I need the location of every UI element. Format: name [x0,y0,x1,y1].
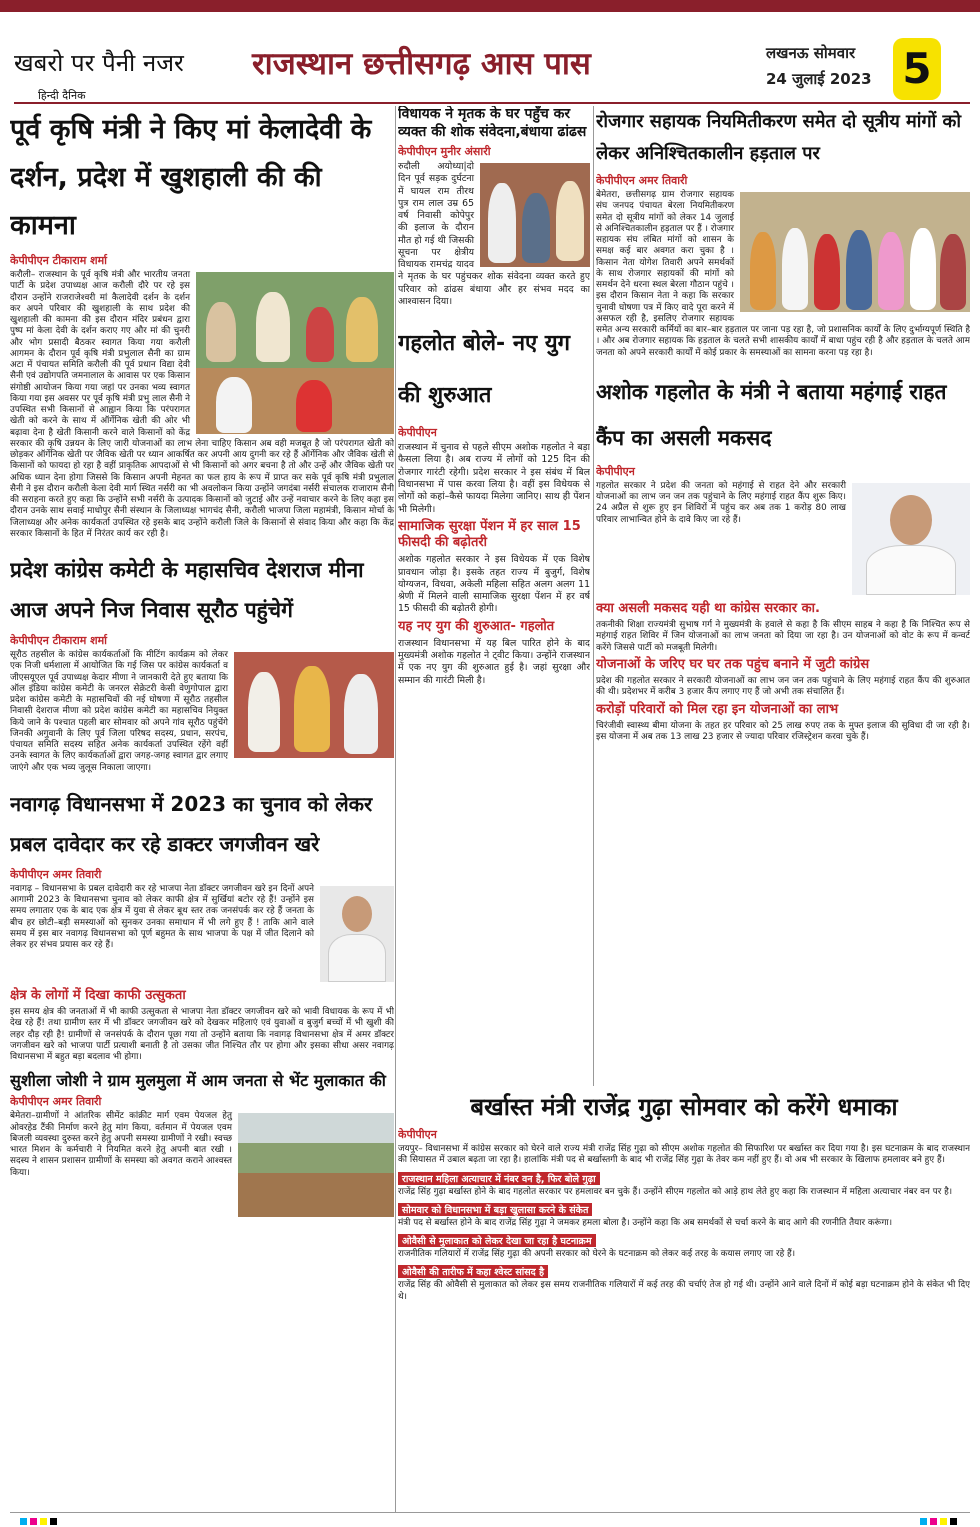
news-photo [480,163,590,267]
article-body: तकनीकी शिक्षा राज्यमंत्री सुभाष गर्ग ने मुख्यमंत्री के हवाले से कहा है कि सीएम साहब ने कहा है कि निश्चित रूप से महंगाई राहत शिविर में जिन योजनाओं का लाभ जनता को दिया जा रहा है। उन योजनाओं को वोट के रूप में कन्वर्ट करेंगे जिससे पार्टी को मजबूती मिलेगी। [596,620,970,653]
inline-subhead-tag: सोमवार को विधानसभा में बड़ा खुलासा करने के संकेत [398,1203,592,1216]
news-photo [234,652,394,758]
article-body: करौली– राजस्थान के पूर्व कृषि मंत्री और भारतीय जनता पार्टी के प्रदेश उपाध्यक्ष आज करौली दौरे पर रहे इस दौरान उन्होंने राजराजेश्वरी मां कैलादेवी दर्शन के दर्शन कर अपने परिवार की खुशहाली के साथ प्रदेश की खुशहाली की कामना की इस दौरान मंदिर प्रबंधन द्वारा पुष्प मां केला देवी के दर्शन कराए गए और मां की चुनरी और भोग प्रसादी बैठकर स्वागत किया गया करौली आगमन के दौरान पूर्व कृषि मंत्री प्रभुलाल सैनी का ग्राम अटा में पंचायत समिति करौली की पूर्व प्रधान विद्या देवी सैनी एवं उद्योगपति जमनालाल के आवास पर एक किसान संगोष्ठी आयोजन किया गया जहां पर उनका भव्य स्वागत किया गया इस अवसर पर पूर्व कृषि मंत्री प्रभु लाल सैनी ने उपस्थित सभी किसानों से आह्वान किया कि परंपरागत खेती को करने के साथ में ऑर्गेनिक खेती की ओर भी बढ़ावा देना है खेती किसानी करने वाले किसानों को केंद्र सरकार की कृषि उन्नयन के लिए जारी योजनाओं का लाभ लेना चाहिए किसान अब वही मजबूत है जो परंपरागत खेती को छोड़कर ऑर्गेनिक खेती पर जैविक खेती पर ध्यान आकर्षित कर अपनी आय दुगनी कर रहे हैं ऑर्गेनिक और जैविक खेती से किसानों को फायदा हो रहा है वहीं प्राकृतिक आपदाओं से भी किसानों को अगर बचना है तो और उन्हें और जैविक खेती पर अधिक ध्यान देना होगा जिससे कि किसान अपनी मेहनत का फल हाय के रूप में प्राप्त कर सके पूर्व कृषि मंत्री प्रभुलाल सैनी ने इस दौरान करौली केला देवी मार्ग स्थित नर्सरी का भी अवलोकन किया उन्होंने जगदंबा नर्सरी संचालक राजाराम सैनी की सराहना करते हुए कहा कि उन्होंने सभी नर्सरी के उत्पादक किसानों को जुटाई और उन्हें नवाचार करने के लिए कहा इस दौरान उनके साथ सवाई माधोपुर सैनी संस्थान के जिलाध्यक्ष भागचंद सैनी, करौली भाजपा जिला महामंत्री, किसान मोर्चा के जिलाध्यक्ष और अनेक कार्यकर्ता उपस्थित रहे इसके बाद उन्होंने करौली जिले के किसानों से संवाद किया और कहा कि केंद्र सरकार किसानों के हित में निरंतर कार्य कर रही है। [10,270,394,539]
byline: केपीपीएन टीकाराम शर्मा [10,254,108,267]
article-body: गहलोत सरकार ने प्रदेश की जनता को महंगाई से राहत देने और सरकारी योजनाओं का लाभ जन जन तक पहुंचाने के लिए महंगाई राहत कैंप शुरू किए। 24 अप्रैल से शुरू हुए इन शिविरों में पहुंच कर अब तक 1 करोड़ 80 लाख परिवार लाभान्वित होने के दावे किए जा रहे हैं। [596,480,846,525]
subheadline: सामाजिक सुरक्षा पेंशन में हर साल 15 फीसदी की बढ़ोतरी [398,518,581,551]
candidate-portrait [320,886,394,982]
article-krishi [10,106,394,540]
headline: अशोक गहलोत के मंत्री ने बताया महंगाई राहत कैंप का असली मकसद [596,379,947,450]
masthead-divider [14,102,970,104]
masthead-slogan: खबरो पर पैनी नजर [14,49,184,77]
byline: केपीपीएन अमर तिवारी [596,174,688,187]
article-sushila [10,1071,394,1220]
byline: केपीपीएन अमर तिवारी [10,867,102,881]
subheadline: क्षेत्र के लोगों में दिखा काफी उत्सुकता [10,987,186,1003]
byline: केपीपीएन [596,464,635,478]
news-photo-collage [196,272,394,434]
article-body: प्रदेश की गहलोत सरकार ने सरकारी योजनाओं का लाभ जन जन तक पहुंचाने के लिए महंगाई राहत कैंप की शुरुआत की थी। प्रदेशभर में करीब 3 हजार कैंप लगाए गए हैं जो अभी तक संचालित हैं। [596,676,970,698]
middle-column [398,106,590,1106]
article-body: बेमेतरा, छत्तीसगढ़ ग्राम रोजगार सहायक संघ जनपद पंचायत बेरला नियमितीकरण समेत दो सूत्रीय मांगों को लेकर 14 जुलाई से अनिश्चितकालीन हड़ताल पर हैं । रोजगार सहायक संघ लंबित मांगों को शासन के समक्ष कई बार अवगत करा चुका है । किसान नेता योगेश तिवारी अपने समर्थकों के साथ रोजगार सहायकों की मांगों को समर्थन देने धरना स्थल बेरला गौठान पहुंचे । इस दौरान किसान नेता ने कहा कि सरकार चुनावी घोषणा पत्र में किए वादे पूरा करने में असफल रही है, इसलिए रोजगार सहायक समेत अन्य सरकारी कर्मियों का बार–बार हड़ताल पर जाना पड़ रहा है, जो प्रशासनिक कार्यों के लिए दुर्भाग्यपूर्ण स्थिति है । और अब रोजगार सहायक कि हड़ताल के चलते सभी शासकीय कार्यों में बाधा पहुंच रही है और हड़ताल के चलते आम जनता को अपने सरकारी कार्यों में कोई प्रकार के समस्याओं का सामना करना पड़ रहा है। [596,190,970,358]
news-photo [740,192,970,312]
article-body: राजस्थान विधानसभा में यह बिल पारित होने के बाद मुख्यमंत्री अशोक गहलोत ने ट्वीट किया। उन्होंने राजस्थान में एक नए युग की शुरुआत हुई है। जहां सुरक्षा और सम्मान की गारंटी मिली है। [398,637,590,686]
headline: सुशीला जोशी ने ग्राम मुलमुला में आम जनता से भेंट मुलाकात की [10,1071,386,1091]
article-gehlot-mantri [596,369,970,744]
left-column [10,106,394,1511]
headline: गहलोत बोले- नए युग की शुरुआत [398,331,571,409]
headline: पूर्व कृषि मंत्री ने किए मां केलादेवी के दर्शन, प्रदेश में खुशहाली की की कामना [10,114,372,241]
inline-subhead-tag: ओवैसी से मुलाकात को लेकर देखा जा रहा है घटनाक्रम [398,1234,596,1247]
headline: रोजगार सहायक नियमितीकरण समेत दो सूत्रीय मांगों को लेकर अनिश्चितकालीन हड़ताल पर [596,111,962,164]
subheadline: यह नए युग की शुरुआत- गहलोत [398,618,555,634]
inline-subhead-tag: ओवैसी की तारीफ में कहा श्वेस्ट सांसद है [398,1265,548,1278]
subheadline: करोड़ों परिवारों को मिल रहा इन योजनाओं का लाभ [596,701,839,717]
byline: केपीपीएन मुनीर अंसारी [398,145,491,158]
footer-divider [10,1512,970,1513]
right-column [596,106,970,1106]
headline: नवागढ़ विधानसभा में 2023 का चुनाव को लेकर प्रबल दावेदार कर रहे डाक्टर जगजीवन खरे [10,791,373,856]
article-body: राजेंद्र सिंह की ओवैसी से मुलाकात को लेकर इस समय राजनीतिक गलियारों में कई तरह की चर्चाएं तेज हो गई थी। उन्होंने आने वाले दिनों में कोई बड़ा घटनाक्रम होने के संकेत भी दिए थे। [398,1280,970,1302]
article-body: जयपुर– विधानसभा में कांग्रेस सरकार को घेरने वाले राज्य मंत्री राजेंद्र सिंह गुढ़ा को सीएम अशोक गहलोत की सिफारिश पर बर्खास्त कर दिया गया है। इस घटनाक्रम के बाद राजस्थान की सियासत में उबाल बढ़ता जा रहा है। हालांकि मंत्री पद से बर्खास्तगी के बाद भी राजेंद्र सिंह गुढ़ा के तेवर कम नहीं हुए हैं। वो अब भी सरकार के खिलाफ हमलावर बने हुए हैं। [398,1144,970,1166]
byline: केपीपीएन [398,1128,437,1141]
top-color-band [0,0,980,12]
article-nawagarh [10,784,394,1064]
print-registration-marks [0,1516,980,1527]
article-congress [10,550,394,774]
article-body: राजनीतिक गलियारों में राजेंद्र सिंह गुढ़ा की अपनी सरकार को घेरने के घटनाक्रम को लेकर कई तरह के कयास लगाए जा रहे हैं। [398,1249,796,1259]
news-photo [238,1113,394,1217]
article-body: मंत्री पद से बर्खास्त होने के बाद राजेंद्र सिंह गुढ़ा ने जमकर हमला बोला है। उन्होंने कहा कि अब समर्थकों से चर्चा करने के बाद आगे की रणनीति तैयार करूंगा। [398,1217,893,1228]
subheadline: योजनाओं के जरिए घर घर तक पहुंच बनाने में जुटी कांग्रेस [596,656,870,672]
article-body: इस समय क्षेत्र की जनताओं में भी काफी उत्सुकता से भाजपा नेता डॉक्टर जगजीवन खरे को भावी विधायक के रूप में भी देख रहे हैं! तथा ग्रामीण स्तर में भी डॉक्टर जगजीवन खरे को देखकर महिलाएं एवं युवाओं व बुजुर्ग बच्चों में भी खुशी की लहर दौड़ रही है! ग्रामीणों से जनसंपर्क के दौरान पूछा गया तो उन्होंने बताया कि नवागढ़ विधानसभा क्षेत्र में अमर डॉक्टर जगजीवन खरे को भाजपा पार्टी प्रत्याशी बनाती है तो उसका जीत निश्चित तौर पर होगा और इसका सीधा असर नवागढ़ विधानसभा में बहुत बड़ा बदलाव भी होगा। [10,1007,394,1062]
article-body: राजेंद्र सिंह गुढ़ा बर्खास्त होने के बाद गहलोत सरकार पर हमलावर बन चुके हैं। उन्होंने सीएम गहलोत को आड़े हाथ लेते हुए कहा कि राजस्थान में महिला अत्याचार नंबर वन पर है। [398,1186,953,1197]
subheadline: क्या असली मकसद यही था कांग्रेस सरकार का. [596,600,820,616]
masthead [0,12,980,104]
page-number-badge: 5 [893,38,941,100]
edition-date [766,40,872,92]
date-label: 24 जुलाई 2023 [766,70,872,88]
byline: केपीपीएन टीकाराम शर्मा [10,634,108,647]
article-vidhayak [398,106,590,308]
article-rojgar [596,106,970,359]
headline: बर्खास्त मंत्री राजेंद्र गुढ़ा सोमवार को करेंगे धमाका [470,1093,898,1121]
article-body: बेमेतरा–ग्रामीणों ने आंतरिक सीमेंट कांक्रीट मार्ग एवम पेयजल हेतु ओवरहेड टैंकी निर्माण करने हेतु मांग किया, वर्तमान में पेयजल एवम बिजली व्यवस्था दुरुस्त करने हेतु अपनी समस्या ग्रामीणों ने रखी। स्वच्छ भारत मिशन के कर्मचारी ने नियमित करने हेतु अपनी बात रखी । सदस्य ने शासन प्रशासन ग्रामीणों के समस्या को अवगत कराने आश्वस्त किया। [10,1111,232,1178]
minister-portrait [852,483,970,595]
article-body: सूरौठ तहसील के कांग्रेस कार्यकर्ताओं कि मीटिंग कार्यक्रम को लेकर एक निजी धर्मशाला में आयोजित कि गई जिस पर कांग्रेस कार्यकर्ता व जीएसयूएल पूर्व उपाध्यक्ष केदार मीणा ने जानकारी देते हुए बताया कि ऑल इंडिया कांग्रेस कमेटी के जनरल सेक्रेटरी केसी वेणुगोपाल द्वारा प्रदेश कांग्रेस कमेटी के महासचिवों की नई घोषणा में सूरौठ तहसील निवासी देशराज मीणा को प्रदेश कांग्रेस कमेटी का महासचिव नियुक्त किये जाने के पश्चात पहली बार सोमवार को अपने गांव सूरौठ पहुंचेंगे जिनकी अगुवानी के लिए पूर्व जिला परिषद सदस्य, प्रधान, सरपंच, पंचायत समिति सदस्य सहित अनेक कार्यकर्ता उपस्थित रहेंगे वहीं उनके स्वागत के लिए कार्यकर्ताओं द्वारा जगह-जगह स्वागत द्वार लगाए जाएंगे और एक भव्य जुलूस निकाला जाएगा। [10,650,228,773]
article-gudha [398,1090,970,1504]
column-divider [593,106,594,1086]
edition-label: लखनऊ सोमवार [766,44,856,62]
article-body: चिरंजीवी स्वास्थ्य बीमा योजना के तहत हर परिवार को 25 लाख रुपए तक के मुफ्त इलाज की सुविधा दी जा रही है। इस योजना में अब तक 13 लाख 23 हजार से ज्यादा परिवार रजिस्ट्रेशन करवा चुके हैं। [596,720,970,742]
headline: विधायक ने मृतक के घर पहुँच कर व्यक्त की शोक संवेदना,बंधाया ढांढस [398,106,587,140]
masthead-paper-type: हिन्दी दैनिक [38,89,86,102]
inline-subhead-tag: राजस्थान महिला अत्याचार में नंबर वन है, फिर बोले गुढ़ा [398,1172,600,1185]
article-body: अशोक गहलोत सरकार ने इस विधेयक में एक विशेष प्रावधान जोड़ा है। इसके तहत राज्य में बुजुर्ग, विशेष योग्यजन, विधवा, अकेली महिला सहित अलग अलग 11 श्रेणी में मिलने वाली सामाजिक सुरक्षा पेंशन में हर वर्ष 15 फीसदी की बढ़ोतरी होगी। [398,554,590,615]
article-gehlot-yug [398,318,590,687]
article-body: नवागढ़ – विधानसभा के प्रबल दावेदारी कर रहे भाजपा नेता डॉक्टर जगजीवन खरे इन दिनों अपने आगामी 2023 के विधानसभा चुनाव को लेकर काफी क्षेत्र में सुर्खियां बटोर रहे हैं! उन्होंने इस समय लगातार एक के बाद एक क्षेत्र में युवा से लेकर बूथ स्तर तक जनसंपर्क कर रहे हैं जनता के बीच हर छोटी–बड़ी समस्याओं को सुनकर उनका समाधान में भी लगे हुए हैं ! ताकि आने वाले समय में इस बार नवागढ़ विधानसभा को पूर्ण बहुमत के साथ भाजपा के पक्ष में जीत दिलाने को लेकर हर संभव प्रयास कर रहे हैं। [10,883,314,950]
column-divider [395,106,396,1512]
article-body: राजस्थान में चुनाव से पहले सीएम अशोक गहलोत ने बड़ा फैसला लिया है। अब राज्य में लोगों को 125 दिन की रोजगार गारंटी रहेगी। प्रदेश सरकार ने इस संबंध में बिल विधानसभा में पास करवा लिया है। वहीं इस विधेयक से लोगों को कहां–कैसे फायदा मिलेगा जानिए। साथ ही पेंशन भी मिलेगी। [398,442,590,515]
byline: केपीपीएन अमर तिवारी [10,1095,102,1109]
section-title: राजस्थान छत्तीसगढ़ आस पास [252,46,591,82]
headline: प्रदेश कांग्रेस कमेटी के महासचिव देशराज मीना आज अपने निज निवास सूरौठ पहुंचेगें [10,558,364,622]
article-body: रुदौली अयोध्या|दो दिन पूर्व सड़क दुर्घटना में घायल राम तीरथ पुत्र राम लाल उम्र 65 वर्ष निवासी कोपेपुर की इलाज के दौरान मौत हो गई थी जिसकी सूचना पर क्षेत्रीय विधायक रामचंद्र यादव ने मृतक के घर पहुंचकर शोक संवेदना व्यक्त करते हुए परिवार को ढांढस बंधाया और हर संभव मदद का आश्वासन दिया। [398,161,590,307]
byline: केपीपीएन [398,426,437,440]
